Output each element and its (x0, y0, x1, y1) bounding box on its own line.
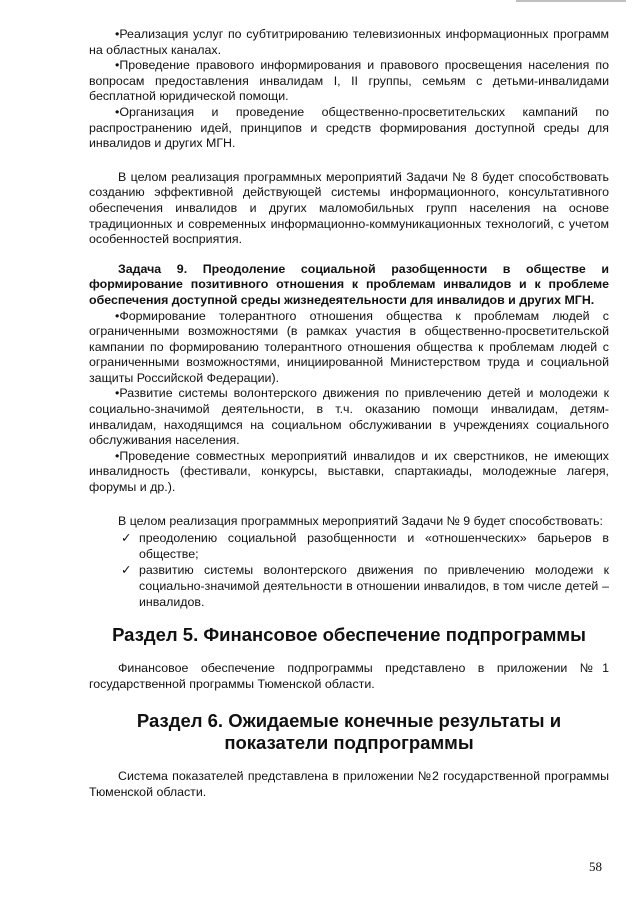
task9-summary: В целом реализация программных мероприятий Задачи № 9 будет способствовать: (118, 513, 603, 528)
section6-heading (89, 710, 609, 754)
section5-heading: Раздел 5. Финансовое обеспечение подпрограммы (112, 624, 586, 646)
checkmark-icon: ✓ (121, 563, 132, 578)
section6-heading-line1: Раздел 6. Ожидаемые конечные результаты и (136, 710, 562, 732)
list-item (89, 531, 609, 562)
list-item-text: развитию системы волонтерского движения по привлечению молодежи к социально-значимой деятельности в отношении инвалидов, в том числе детей – инвалидов. (139, 563, 609, 609)
task8-summary: В целом реализация программных мероприятий Задачи № 8 будет способствовать созданию эффективной действующей системы информационного, консультативного обеспечения инвалидов и других маломобильных групп населения на основе традиционных и современных информационно-коммуникационных технологий, с учетом особенностей восприятия. (89, 169, 609, 247)
section6-heading-line2: показатели подпрограммы (224, 732, 474, 754)
page-number: 58 (589, 859, 602, 874)
task9-results-list (89, 531, 609, 610)
checkmark-icon: ✓ (121, 531, 132, 546)
section5-text: Финансовое обеспечение подпрограммы представлено в приложении №1 государственной программы Тюменской области. (89, 661, 609, 691)
task9-bullet-joint-events: •Проведение совместных мероприятий инвалидов и их сверстников, не имеющих инвалидность (фестивали, конкурсы, выставки, спартакиады, молодежные лагеря, форумы и др.). (89, 448, 609, 495)
section6-text: Система показателей представлена в приложении №2 государственной программы Тюменской области. (89, 769, 609, 799)
task9-title: Задача 9. Преодоление социальной разобщенности в обществе и формирование позитивного отношения к проблемам инвалидов и к проблеме обеспечения доступной среды жизнедеятельности для инвалидов и других МГН. (89, 261, 609, 307)
task9-bullet-volunteers: •Развитие системы волонтерского движения по привлечению детей и молодежи к социально-значимой деятельности, в т.ч. оказанию помощи инвалидам, детям-инвалидам, находящимся на социальном обслуживании в учреждениях социального обслуживания населения. (89, 386, 609, 448)
intro-bullet-campaigns: •Организация и проведение общественно-просветительских кампаний по распространению идей, принципов и средств формирования доступной среды для инвалидов и других МГН. (89, 104, 609, 151)
list-item (89, 563, 609, 610)
scan-artifact (516, 0, 626, 8)
task9-bullet-tolerance: •Формирование толерантного отношения общества к проблемам людей с ограниченными возможностями (в рамках участия в общественно-просветительской кампании по формированию толерантного отношения общества к проблемам людей с ограниченными возможностями, инициированной Министерством труда и социальной защиты Российской Федерации). (89, 308, 609, 385)
page-content (89, 27, 609, 801)
list-item-text: преодолению социальной разобщенности и «отношенческих» барьеров в обществе; (139, 531, 609, 561)
intro-bullet-legal-info: •Проведение правового информирования и правового просвещения населения по вопросам предоставления инвалидам I, II группы, семьям с детьми-инвалидами бесплатной юридической помощи. (89, 58, 609, 104)
intro-bullet-subtitles: •Реализация услуг по субтитрированию телевизионных информационных программ на областных каналах. (89, 27, 609, 57)
